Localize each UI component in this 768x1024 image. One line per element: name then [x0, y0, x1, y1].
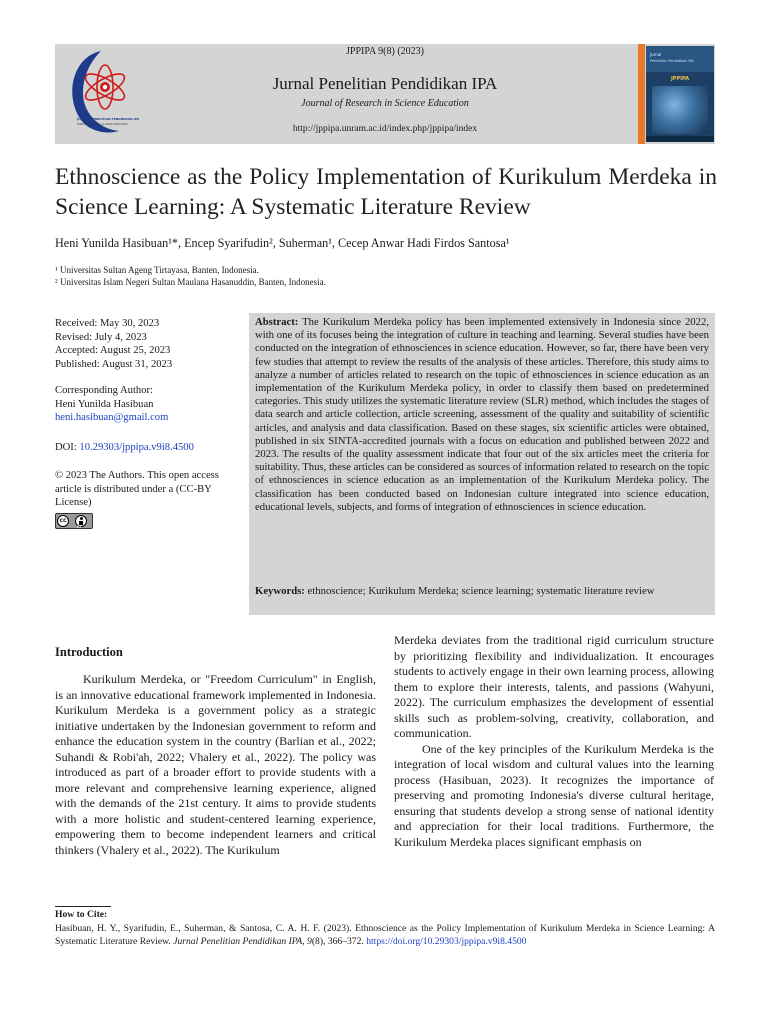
cover-footer: [646, 136, 714, 142]
body-paragraph: Kurikulum Merdeka, or "Freedom Curriculum" in English, is an innovative educational framework implemented in Indonesia. Kurikulum Merdeka is a government policy as a strategic initiative undertaken by the Indonesian government to reform and enhance the education system in the country (Barlian et al., 2022; Suhandi & Robi'ah, 2022; Vhalery et al., 2022). The policy was introduced as part of a broader effort to provide students with a more relevant and comprehensive learning experience, aligned with the demands of the 21st century. It aims to provide students with a more holistic and student-centered learning experience, empowering them to become independent learners and critical thinkers (Vhalery et al., 2022). The Kurikulum: [55, 672, 376, 857]
abstract-label: Abstract:: [255, 316, 299, 328]
footnote-divider: [55, 906, 111, 907]
abstract: [255, 316, 709, 514]
body-paragraph: One of the key principles of the Kurikulum Merdeka is the integration of local wisdom and cultural values into the learning process (Hasibuan, 2023). It recognizes the importance of preserving and promoting Indonesia's diverse cultural heritage, ensuring that students develop a strong sense of national identity and appreciation for their local traditions. Furthermore, the Kurikulum Merdeka places significant emphasis on: [394, 741, 714, 849]
received-date: Received: May 30, 2023: [55, 318, 160, 329]
cover-line1: Jurnal: [650, 52, 662, 57]
cite-doi-link[interactable]: https://doi.org/10.29303/jppipa.v9i8.4500: [366, 936, 527, 947]
how-to-cite: [55, 922, 715, 948]
journal-header: [55, 44, 715, 144]
keywords-text: ethnoscience; Kurikulum Merdeka; science learning; systematic literature review: [307, 585, 655, 597]
license-text: © 2023 The Authors. This open access article is distributed under a (CC-BY License): [55, 470, 219, 508]
affiliation-1: ¹ Universitas Sultan Ageng Tirtayasa, Banten, Indonesia.: [55, 265, 259, 275]
journal-volume: JPPIPA 9(8) (2023): [346, 46, 424, 57]
by-badge: BY: [77, 525, 82, 529]
cover-line2: Penelitian Pendidikan IPA: [650, 59, 694, 63]
article-title: Ethnoscience as the Policy Implementation of Kurikulum Merdeka in Science Learning: A Systematic Literature Review: [55, 164, 717, 220]
journal-url[interactable]: http://jppipa.unram.ac.id/index.php/jppipa/index: [292, 124, 478, 134]
keywords: [255, 585, 709, 598]
revised-date: Revised: July 4, 2023: [55, 331, 147, 343]
keywords-label: Keywords:: [255, 585, 305, 597]
journal-title: Jurnal Penelitian Pendidikan IPA: [272, 74, 498, 93]
doi-link[interactable]: 10.29303/jppipa.v9i8.4500: [79, 442, 194, 453]
journal-header-center: [145, 44, 625, 144]
journal-logo: [61, 47, 141, 139]
cc-by-license-icon[interactable]: [55, 513, 93, 529]
corresponding-author: [55, 384, 240, 425]
introduction-heading: Introduction: [55, 645, 123, 659]
cite-pages: (8), 366–372.: [311, 936, 367, 947]
affiliation-2: ² Universitas Islam Negeri Sultan Maulana Hasanuddin, Banten, Indonesia.: [55, 277, 326, 287]
cite-volume: 9: [307, 936, 312, 947]
body-right-column: [394, 633, 714, 850]
cite-sep: ,: [302, 936, 308, 947]
corresponding-name: Heni Yunilda Hasibuan: [55, 398, 154, 410]
journal-cover-image: [646, 46, 714, 142]
how-to-cite-heading: How to Cite:: [55, 909, 108, 920]
cite-journal: Jurnal Penelitian Pendidikan IPA: [173, 936, 303, 947]
journal-subtitle: Journal of Research in Science Education: [301, 98, 469, 109]
cover-artwork: [652, 86, 708, 134]
cc-icon: cc: [57, 515, 69, 527]
article-dates: [55, 317, 240, 371]
logo-issn: ISSN 2407-795X | e-ISSN 2460-2582: [77, 122, 128, 126]
header-accent-bar: [638, 44, 645, 144]
abstract-box: [249, 313, 715, 615]
accepted-date: Accepted: August 25, 2023: [55, 345, 171, 356]
article-authors: Heni Yunilda Hasibuan¹*, Encep Syarifudin², Suherman¹, Cecep Anwar Hadi Firdos Santosa¹: [55, 236, 510, 250]
abstract-text: The Kurikulum Merdeka policy has been implemented extensively in Indonesia since 2022, with one of its focuses being the integration of culture in teaching and learning. Several studies have been conducted on the integration of ethnosciences in science education. However, so far, there have been very few studies that attempt to review the results of the analysis of these articles. Therefore, this study aims to analyze a number of articles related to research on the topic of ethnosciences in science education as an implementation of the Kurikulum Merdeka policy, in order to classify them based on predetermined categories. This study utilizes the systematic literature review (SLR) method, which includes the stages of data search and article collection, article screening, assessment of the quality and suitability of scientific articles, and analysis and data classification. Based on these stages, six scientific articles were obtained, published in six SINTA-accredited journals with a focus on education and published between 2022 and 2023. The results of the quality assessment indicate that four out of the six articles meet the criteria for suitability. Thus, these articles can be considered as sources of information related to research on the topic of ethnosciences in science education as an implementation of the Kurikulum Merdeka policy. The classification has been conducted based on Indonesian culture integrated into science education, educational levels, subjects, and forms of integration of ethnosciences in science education.: [255, 316, 709, 513]
doi-line: [55, 441, 240, 455]
corresponding-label: Corresponding Author:: [55, 385, 153, 396]
cover-name: JPPIPA: [670, 76, 690, 82]
cite-text: Hasibuan, H. Y., Syarifudin, E., Suherman, & Santosa, C. A. H. F. (2023). Ethnoscience as the Policy Implementation of Kurikulum Merdeka in Science Learning: A Systematic Literature Review.: [55, 923, 715, 947]
logo-text: JURNAL PENELITIAN PENDIDIKAN IPA: [77, 117, 140, 121]
body-left-column: [55, 672, 376, 858]
doi-label: DOI:: [55, 442, 80, 453]
body-paragraph: Merdeka deviates from the traditional rigid curriculum structure by prioritizing flexibility and individualization. It encourages students to actively engage in their own learning process, allowing them to explore their interests, talents, and passions (Wahyuni, 2022). The curriculum emphasizes the development of essential skills such as problem-solving, creativity, collaboration, and communication.: [394, 633, 714, 740]
corresponding-email[interactable]: heni.hasibuan@gmail.com: [55, 412, 169, 423]
published-date: Published: August 31, 2023: [55, 358, 173, 370]
